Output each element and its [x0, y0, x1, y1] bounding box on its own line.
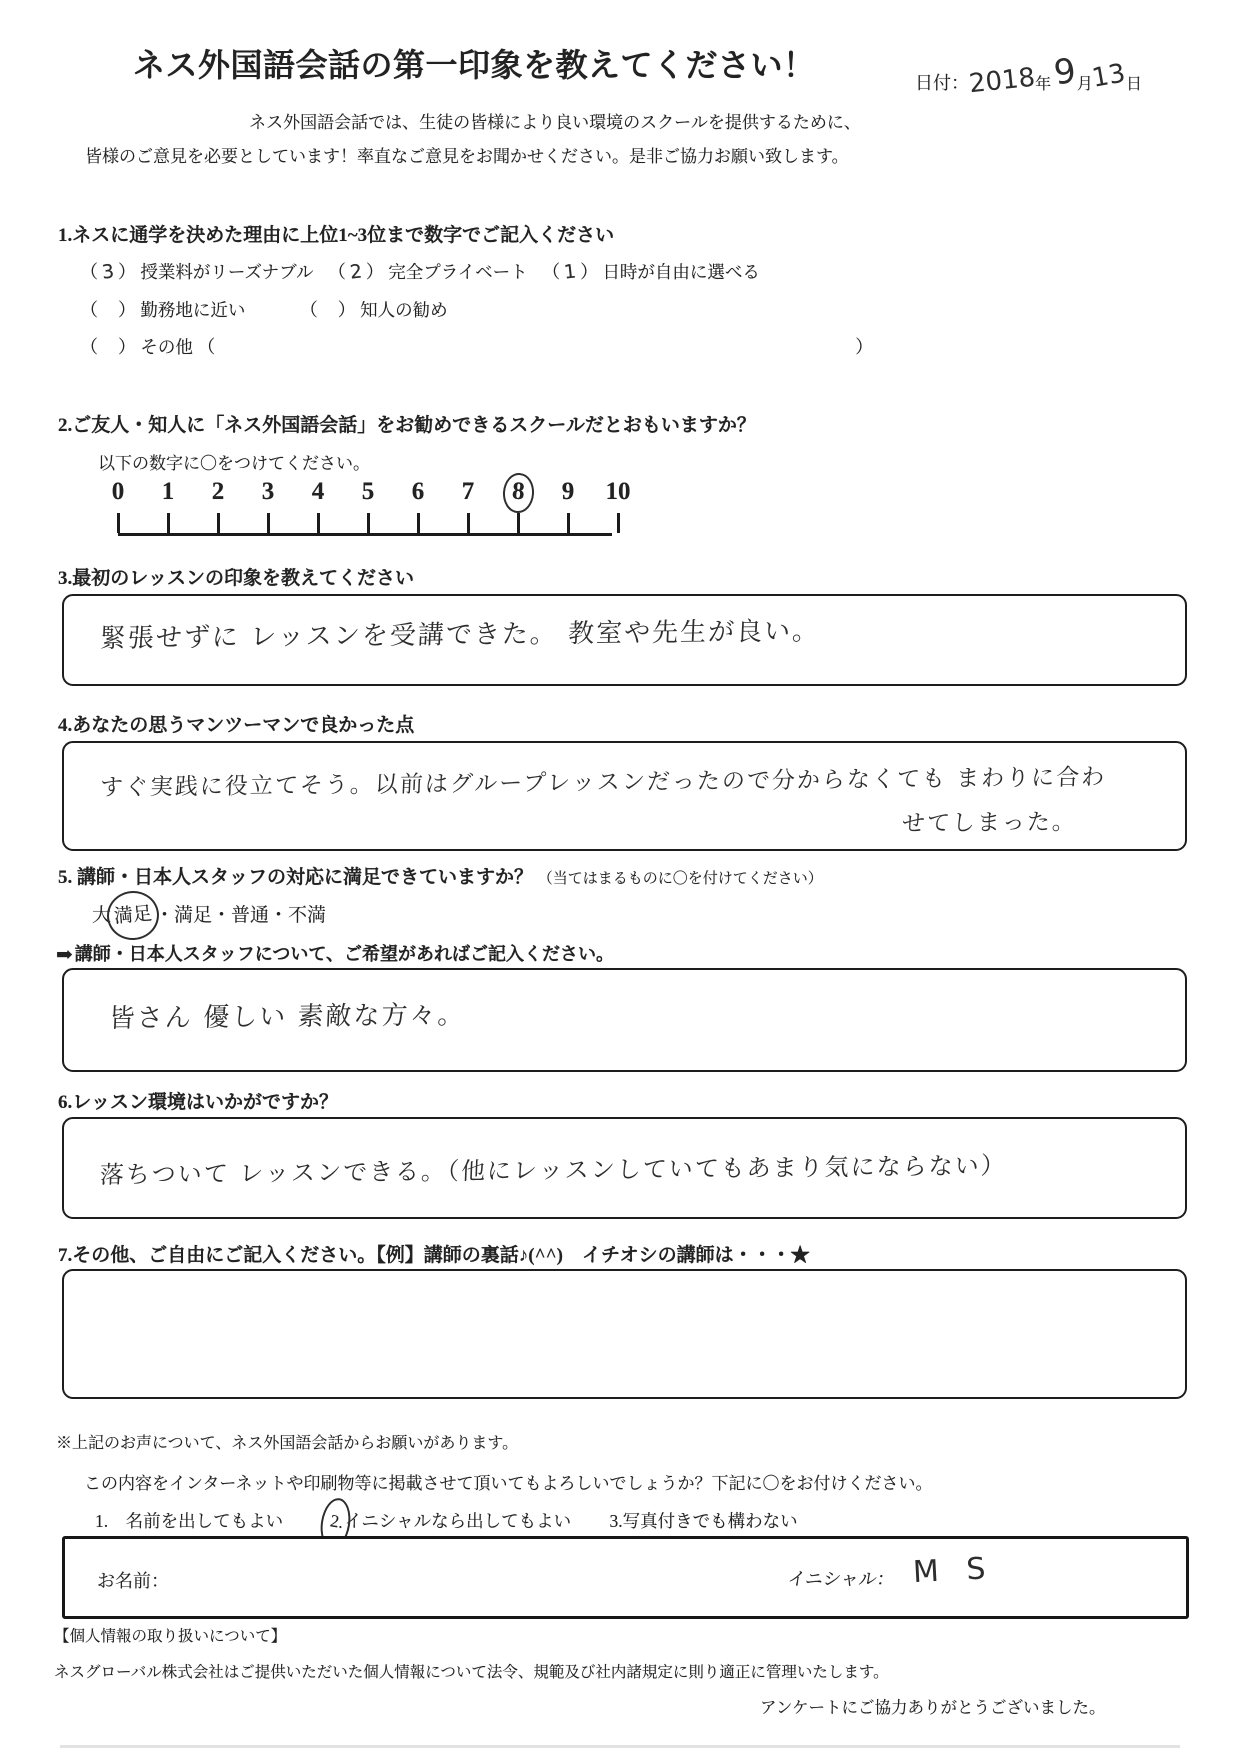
q2-instruction: 以下の数字に〇をつけてください。: [98, 454, 370, 473]
q1-options-row-1: [80, 258, 760, 284]
q1-rank-3-handwritten: 1: [562, 260, 578, 284]
consent-option-2-selected: 2.イニシャルなら出してもよい: [326, 1511, 572, 1531]
scan-artifact: [60, 1745, 1180, 1748]
question-2-label: 2.ご友人・知人に「ネス外国語会話」をお勧めできるスクールだとおもいますか？: [58, 415, 756, 436]
handwritten-circle-mark: 満足: [105, 889, 161, 942]
arrow-icon: ➡: [56, 944, 73, 966]
handwritten-circle-mark: 2.: [317, 1496, 354, 1551]
q1-option-reasonable-price: （ 3 ） 授業料がリーズナブル: [80, 260, 314, 284]
scale-0: 0: [111, 478, 125, 505]
q5-answer-box: [62, 968, 1187, 1072]
q5-handwritten-answer: 皆さん 優しい 素敵な方々。: [108, 1000, 467, 1035]
q1-rank-1-handwritten: 3: [100, 260, 116, 284]
scale-8-selected: [493, 478, 543, 507]
q1-options-row-3: [80, 333, 873, 359]
consent-note-2: この内容をインターネットや印刷物等に掲載させて頂いてもよろしいでしょうか？下記に〇をお付けください。: [84, 1474, 933, 1493]
date-day-suffix: 日: [1125, 76, 1142, 93]
q1-option-near-work: （ ） 勤務地に近い: [80, 300, 246, 320]
scale-ticks: [93, 513, 643, 533]
date-label: 日付：: [915, 73, 969, 93]
initial-value-handwritten: M S: [912, 1550, 996, 1591]
page-title: ネス外国語会話の第一印象を教えてください！: [133, 47, 816, 83]
q5-note: （当てはまるものに〇を付けてください）: [537, 871, 823, 887]
date-year-handwritten: 2018: [967, 62, 1037, 100]
q1-option-other: （ ） その他 （ ）: [80, 337, 874, 357]
consent-note-1: ※上記のお声について、ネス外国語会話からお願いがあります。: [56, 1435, 519, 1452]
q6-answer-box: [62, 1117, 1187, 1219]
question-4-label: 4.あなたの思うマンツーマンで良かった点: [58, 715, 415, 736]
question-6-label: 6.レッスン環境はいかがですか？: [58, 1092, 339, 1113]
date-day-handwritten: 13: [1089, 58, 1128, 94]
q5-choices: 大 満足 ・満足・普通・不満: [92, 900, 326, 930]
privacy-text: ネスグローバル株式会社はご提供いただいた個人情報について法令、規範及び社内諸規定に則り適正に管理いたします。: [54, 1664, 889, 1681]
q1-option-flexible-time: （ 1 ） 日時が自由に選べる: [542, 260, 760, 284]
q2-rating-scale: [93, 478, 643, 536]
scale-10: 10: [605, 478, 631, 505]
date-field: [915, 50, 1142, 100]
name-box: [62, 1536, 1189, 1619]
scale-numbers: [93, 478, 643, 507]
q1-rank-2-handwritten: 2: [348, 260, 363, 284]
q5-followup-label: ➡ 講師・日本人スタッフについて、ご希望があればご記入ください。: [56, 944, 615, 966]
scale-6: 6: [411, 478, 425, 505]
q6-handwritten-answer: 落ちついて レッスンできる。（他にレッスンしていてもあまり気にならない）: [99, 1151, 1008, 1190]
intro-line-2: 皆様のご意見を必要としています！率直なご意見をお聞かせください。是非ご協力お願い致します。: [85, 147, 849, 166]
thanks-message: アンケートにご協力ありがとうございました。: [760, 1698, 1106, 1717]
handwritten-circle-mark: 8: [501, 472, 534, 514]
question-3-label: 3.最初のレッスンの印象を教えてください: [58, 568, 415, 589]
date-year-suffix: 年: [1035, 76, 1052, 93]
consent-option-1: 1. 名前を出してもよい: [95, 1511, 284, 1531]
q3-handwritten-answer: 緊張せずに レッスンを受講できた。 教室や先生が良い。: [99, 616, 821, 655]
q3-answer-box: [62, 594, 1187, 686]
date-month-suffix: 月: [1076, 76, 1093, 93]
intro-line-1: ネス外国語会話では、生徒の皆様により良い環境のスクールを提供するために、: [249, 113, 861, 132]
scale-4: 4: [311, 478, 325, 505]
privacy-title: 【個人情報の取り扱いについて】: [54, 1628, 287, 1645]
initial-label: イニシャル：: [786, 1569, 897, 1589]
q1-option-recommended: （ ） 知人の勧め: [299, 300, 448, 320]
q4-handwritten-answer-line2: せてしまった。: [901, 809, 1078, 838]
q1-option-private: （ 2 ） 完全プライベート: [327, 260, 528, 284]
q5-choice-daimanzoku: 大 満足: [92, 905, 155, 926]
question-1-label: 1.ネスに通学を決めた理由に上位1~3位まで数字でご記入ください: [58, 225, 615, 246]
q7-answer-box: [62, 1269, 1187, 1399]
date-month-handwritten: 9: [1051, 50, 1079, 94]
scale-7: 7: [461, 478, 475, 505]
q4-answer-box: [62, 741, 1187, 851]
scale-3: 3: [261, 478, 275, 505]
name-label: お名前：: [97, 1571, 169, 1591]
scale-2: 2: [211, 478, 225, 505]
question-7-label: 7.その他、ご自由にご記入ください。【例】講師の裏話♪(^^) イチオシの講師は・・・★: [58, 1245, 810, 1266]
scale-baseline: [118, 533, 612, 536]
question-5-label: 5. 講師・日本人スタッフの対応に満足できていますか？ （当てはまるものに〇を付けてください）: [58, 867, 823, 888]
scale-1: 1: [161, 478, 175, 505]
scale-5: 5: [361, 478, 375, 505]
scale-9: 9: [561, 478, 575, 505]
consent-option-3: 3.写真付きでも構わない: [609, 1511, 798, 1531]
q1-options-row-2: [80, 296, 448, 322]
consent-options: [95, 1508, 798, 1535]
q4-handwritten-answer-line1: すぐ実践に役立てそう。以前はグループレッスンだったので分からなくても まわりに合わ: [99, 764, 1107, 802]
